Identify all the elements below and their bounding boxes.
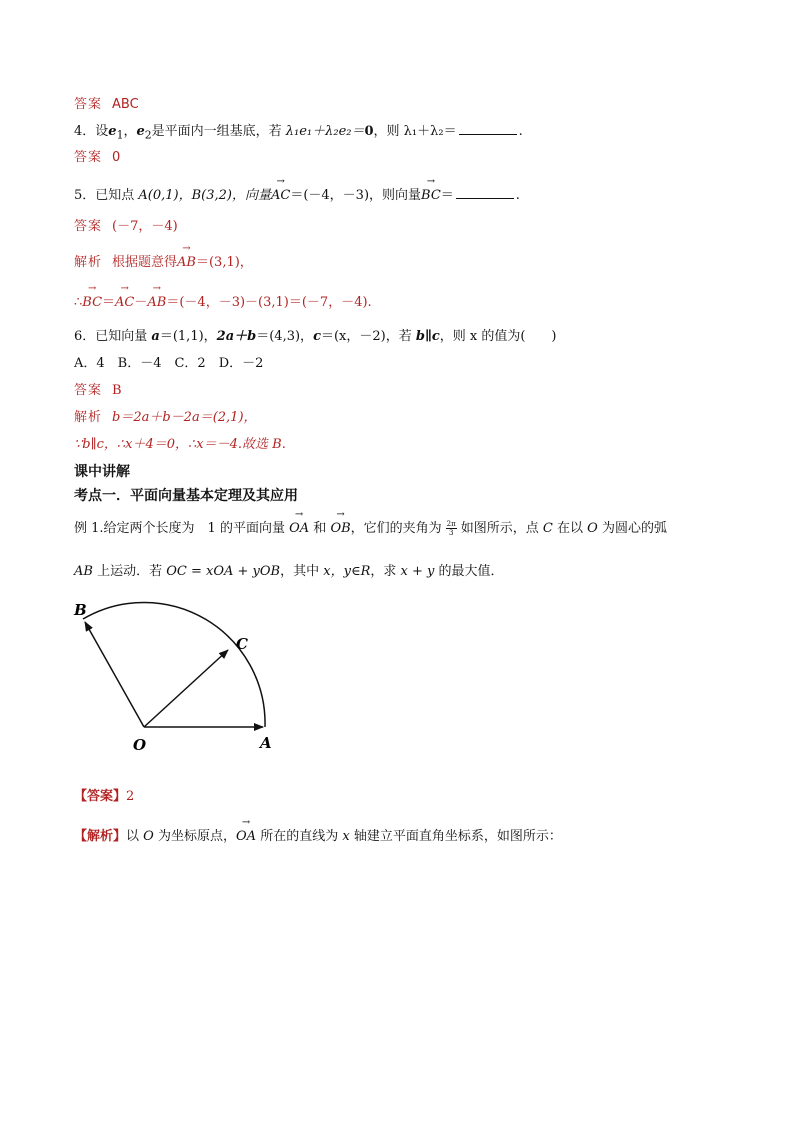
ex1-x-plus-y: x + y [400, 564, 435, 579]
answer-value: B [112, 383, 122, 398]
q4-number: 4．设 [74, 124, 109, 139]
example-1-line-1 [74, 520, 667, 538]
ex1-and: 和 [313, 521, 327, 536]
answer-label: 答案 [74, 150, 103, 165]
answer-label: 【答案】 [74, 789, 127, 804]
q6-a-value: ＝(1,1)， [159, 329, 217, 344]
q5-sol-result: ＝(－4，－3)－(3,1)＝(－7，－4). [166, 295, 372, 310]
q6-solution-1 [74, 409, 257, 427]
q4-e1-sub: 1 [116, 128, 124, 142]
ex1-text-g: ，其中 [280, 564, 320, 579]
q4-then: ，则 λ₁＋λ₂＝ [373, 124, 457, 139]
q5-equals: ＝ [440, 188, 454, 203]
question-6 [74, 328, 557, 346]
q5-sol-minus: － [134, 295, 148, 310]
ex1-text-i: 的最大值． [438, 564, 504, 579]
frac-numerator: 2π [446, 520, 456, 528]
ex1-text-h: ，求 [370, 564, 397, 579]
sol-point-o: O [143, 829, 154, 844]
q6-ab-value: ＝(4,3)， [256, 329, 314, 344]
q6-tail: ，则 x 的值为( ) [439, 329, 557, 344]
answer-blank [459, 122, 517, 135]
ex1-answer [74, 788, 134, 806]
ex1-xy-real: x，y∈R [323, 564, 371, 579]
q5-point-b: B(3,2)，向量 [191, 188, 271, 203]
q5-sol-eq: ＝ [102, 295, 116, 310]
answer-value: ABC [112, 97, 139, 112]
frac-denominator: 3 [448, 529, 454, 537]
arc-ab [83, 602, 265, 727]
vector-oc-arrow [144, 650, 228, 727]
q6-answer-line [74, 382, 122, 400]
example-1-line-2 [74, 563, 504, 581]
q4-zero-vector: 0 [364, 124, 374, 139]
ex1-arc-ab: AB [74, 564, 93, 579]
answer-label: 答案 [74, 383, 103, 398]
q4-answer-line [74, 149, 120, 167]
solution-label: 解析 [74, 255, 103, 270]
label-a: A [260, 734, 272, 752]
ex1-text-d: 在以 [556, 521, 583, 536]
q5-sol-text: 根据题意得 [112, 255, 178, 270]
q5-vector-ac: → AC [271, 187, 290, 205]
q4-e2: e [136, 124, 145, 139]
ex1-text-a: 例 1.给定两个长度为 1 的平面向量 [74, 521, 285, 536]
q6-sol-line2: ∵b∥c，∴x＋4＝0，∴x＝－4.故选 B. [74, 437, 286, 452]
q5-solution-1 [74, 254, 253, 272]
q5-text: 5．已知点 [74, 188, 139, 203]
q6-vector-c: c [313, 329, 321, 344]
answer-blank [456, 186, 514, 199]
ex1-text-c: 如图所示，点 [460, 521, 539, 536]
q5-vector-bc: → BC [421, 187, 441, 205]
q5-text-mid: ＝(－4，－3)，则向量 [290, 188, 422, 203]
section-title: 课中讲解 [74, 464, 130, 480]
answer-label: 答案 [74, 97, 103, 112]
q4-comma: ， [123, 124, 137, 139]
sol-text-d: 轴建立平面直角坐标系，如图所示： [353, 829, 562, 844]
q5-sol-value: ＝(3,1)， [195, 255, 253, 270]
q4-e2-sub: 2 [144, 128, 152, 142]
ex1-text-f: 上运动．若 [97, 564, 163, 579]
answer-value: 2 [126, 789, 135, 804]
q4-e1: e [108, 124, 117, 139]
ex1-vector-oa: → OA [289, 520, 309, 538]
ex1-text-b: ，它们的夹角为 [350, 521, 442, 536]
q5-sol-vector-ab: → AB [147, 294, 166, 312]
q6-solution-2 [74, 436, 286, 454]
ex1-point-c: C [542, 521, 553, 536]
ex1-angle-fraction [446, 520, 457, 537]
question-5 [74, 186, 520, 205]
q6-text: 6．已知向量 [74, 329, 152, 344]
q5-solution-2 [74, 294, 372, 312]
sol-text-b: 为坐标原点， [157, 829, 236, 844]
therefore-symbol: ∴ [74, 295, 83, 310]
solution-label: 【解析】 [74, 829, 127, 844]
solution-label: 解析 [74, 410, 103, 425]
q6-parallel: b∥c [415, 329, 440, 344]
ex1-solution [74, 828, 562, 846]
sol-text-a: 以 [126, 829, 140, 844]
topic-title: 考点一．平面向量基本定理及其应用 [74, 488, 298, 504]
q4-end: . [518, 124, 523, 139]
q5-point-a: A(0,1)， [138, 188, 192, 203]
answer-label: 答案 [74, 219, 103, 234]
question-4 [74, 122, 523, 145]
q3-answer-line [74, 96, 139, 114]
ex1-point-o: O [587, 521, 598, 536]
sol-vector-oa: → OA [236, 828, 256, 846]
q4-text: 是平面内一组基底，若 [151, 124, 286, 139]
vector-ob-arrow [85, 622, 144, 727]
label-b: B [74, 601, 87, 619]
q6-2a-plus-b: 2a＋b [216, 329, 257, 344]
ex1-text-e: 为圆心的弧 [601, 521, 667, 536]
ex1-formula: OC = xOA + yOB [166, 564, 281, 579]
q5-end: . [515, 188, 520, 203]
q6-sol-line1: b＝2a＋b－2a＝(2,1)， [112, 410, 257, 425]
q4-equation: λ₁e₁＋λ₂e₂＝ [285, 124, 365, 139]
sol-text-c: 所在的直线为 [260, 829, 339, 844]
q6-c-value: ＝(x，－2)，若 [320, 329, 416, 344]
q6-options: A．4 B．－4 C．2 D．－2 [74, 356, 264, 371]
q5-answer-line [74, 218, 178, 236]
q6-vector-a: a [151, 329, 160, 344]
q5-sol-vector-ac: → AC [115, 294, 134, 312]
label-c: C [236, 635, 248, 653]
ex1-vector-ob: → OB [330, 520, 350, 538]
label-o: O [133, 736, 147, 754]
q5-sol-vector-bc: → BC [82, 294, 102, 312]
answer-value: (－7，－4) [112, 219, 178, 234]
q5-sol-vector-ab: → AB [177, 254, 196, 272]
answer-value: 0 [112, 150, 121, 165]
sol-x-axis: x [342, 829, 350, 844]
sector-figure [60, 595, 290, 755]
